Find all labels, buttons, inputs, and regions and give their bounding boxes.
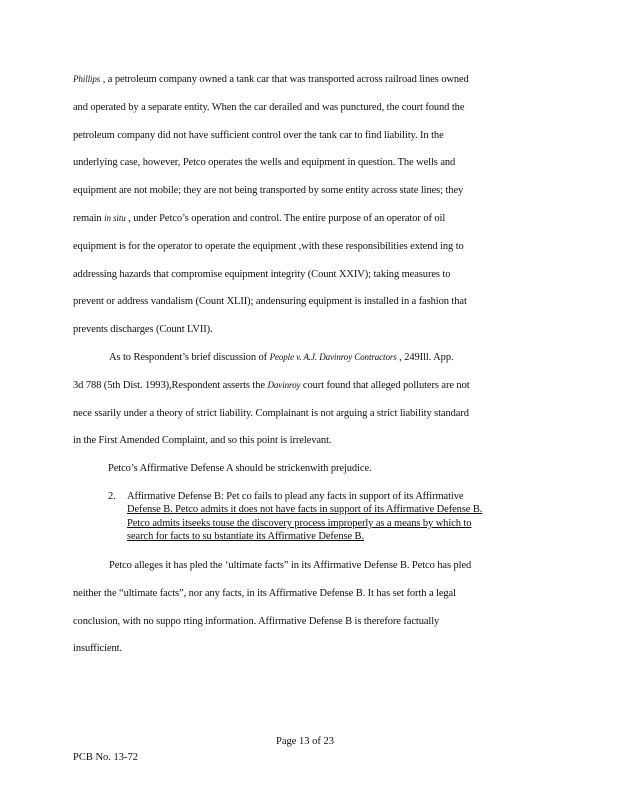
paragraph-1-line xyxy=(73,241,543,252)
paragraph-1-line xyxy=(73,269,543,280)
text-run: court found that alleged polluters are not xyxy=(300,379,470,391)
text-run: prevents discharges (Count LVII). xyxy=(73,324,213,336)
page-number: Page 13 of 23 xyxy=(276,736,335,747)
paragraph-1-line xyxy=(73,157,543,168)
text-run: in the First Amended Complaint, and so this point is irrelevant. xyxy=(73,435,332,447)
docket-number: PCB No. 13-72 xyxy=(73,752,139,763)
paragraph-3-line xyxy=(109,560,543,571)
text-run: conclusion, with no suppo rting information. Affirmative Defense B is therefore factually xyxy=(73,615,440,627)
paragraph-1-line xyxy=(73,296,543,307)
paragraph-1-line xyxy=(73,74,543,85)
text-run: equipment is for the operator to operate the equipment ,with these responsibilities extend ing to xyxy=(73,240,464,252)
text-run: Affirmative Defense B: Pet co fails to plead any facts in support of its Affirmative xyxy=(127,491,464,502)
paragraph-2-line xyxy=(73,408,543,419)
paragraph-1-line xyxy=(73,130,543,141)
text-run: 3d 788 (5th Dist. 1993),Respondent asserts the xyxy=(73,379,268,391)
text-run: Phillips xyxy=(73,74,101,84)
paragraph-2-line xyxy=(73,380,543,391)
text-run: prevent or address vandalism (Count XLII); andensuring equipment is installed in a fashion that xyxy=(73,296,467,308)
paragraph-1-line xyxy=(73,213,543,224)
heading-line xyxy=(127,531,543,542)
text-run: People v. A.J. Davinroy Contractors xyxy=(269,352,397,362)
text-run: remain xyxy=(73,213,105,224)
paragraph-1-line xyxy=(73,102,543,113)
heading-line xyxy=(127,504,543,515)
paragraph-3-line xyxy=(73,643,543,654)
text-run: , a petroleum company owned a tank car that was transported across railroad lines owned xyxy=(100,74,469,85)
text-run: Defense B. Petco admits it does not have facts in support of its Affirmative Defense B. xyxy=(127,504,483,516)
text-run: equipment are not mobile; they are not being transported by some entity across state lines; they xyxy=(73,185,464,197)
text-run: Davinroy xyxy=(267,379,301,390)
text-run: underlying case, however, Petco operates the wells and equipment in question. The wells and xyxy=(73,157,456,169)
text-run: , 249Ill. App. xyxy=(396,352,454,363)
text-run: insufficient. xyxy=(73,643,122,655)
text-run: search for facts to su bstantiate its Affirmative Defense B. xyxy=(127,531,364,543)
paragraph-3-line xyxy=(73,616,543,627)
text-run: Petco admits itseeks touse the discovery process improperly as a means by which to xyxy=(127,517,472,529)
paragraph-1-line xyxy=(73,324,543,335)
paragraph-1-line xyxy=(73,185,543,196)
text-run: addressing hazards that compromise equipment integrity (Count XXIV); taking measures to xyxy=(73,268,451,280)
text-run: and operated by a separate entity. When the car derailed and was punctured, the court found the xyxy=(73,101,465,113)
paragraph-3-line xyxy=(73,588,543,599)
heading-line xyxy=(127,518,543,529)
text-run: Petco alleges it has pled the ‘ultimate facts” in its Affirmative Defense B. Petco has pled xyxy=(109,560,472,571)
text-run: in situ xyxy=(104,213,126,223)
heading-number: 2. xyxy=(108,491,116,502)
text-run: neither the “ultimate facts”, nor any facts, in its Affirmative Defense B. It has set forth a legal xyxy=(73,587,456,599)
paragraph-2-line xyxy=(109,352,543,363)
text-run: , under Petco’s operation and control. The entire purpose of an operator of oil xyxy=(125,213,446,224)
paragraph-2-line xyxy=(73,435,543,446)
text-run: As to Respondent’s brief discussion of xyxy=(109,352,270,363)
strike-statement: Petco’s Affirmative Defense A should be strickenwith prejudice. xyxy=(108,463,372,474)
text-run: nece ssarily under a theory of strict liability. Complainant is not arguing a strict liability standard xyxy=(73,407,469,419)
text-run: petroleum company did not have sufficient control over the tank car to find liability. In the xyxy=(73,129,444,141)
